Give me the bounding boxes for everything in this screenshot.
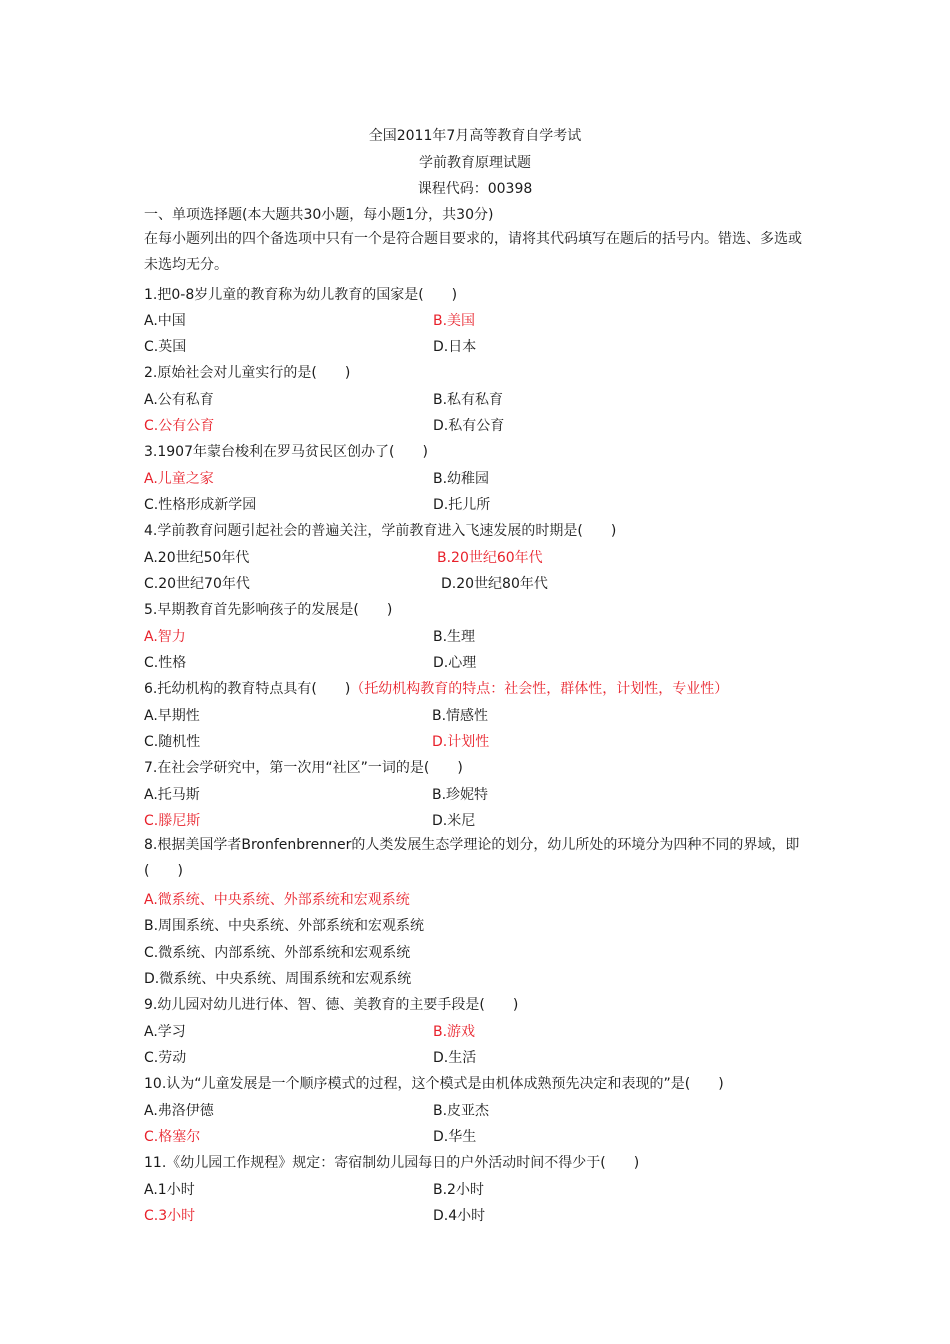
question-6-note: （托幼机构教育的特点：社会性，群体性，计划性，专业性） [350,681,729,697]
question-10-stem: 10.认为“儿童发展是一个顺序模式的过程，这个模式是由机体成熟预先决定和表现的”是( ) [144,1076,724,1092]
question-1-stem: 1.把0-8岁儿童的教育称为幼儿教育的国家是( ) [144,287,458,303]
question-5-stem: 5.早期教育首先影响孩子的发展是( ) [144,602,393,618]
q1-option-a: A.中国 [144,313,186,329]
q5-option-a: A.智力 [144,629,186,645]
q8-option-c: C.微系统、内部系统、外部系统和宏观系统 [144,945,411,961]
q6-option-d: D.计划性 [432,734,490,750]
course-code: 课程代码：00398 [417,181,533,197]
q2-option-a: A.公有私育 [144,392,214,408]
exam-title: 全国2011年7月高等教育自学考试 [368,128,582,144]
q10-option-d: D.华生 [433,1129,477,1145]
q5-option-d: D.心理 [433,655,477,671]
question-2-stem: 2.原始社会对儿童实行的是( ) [144,365,351,381]
q3-option-b: B.幼稚园 [433,471,490,487]
q6-option-a: A.早期性 [144,708,200,724]
q9-option-a: A.学习 [144,1024,186,1040]
q11-option-d: D.4小时 [433,1208,486,1224]
question-6 [144,678,728,698]
q8-option-d: D.微系统、中央系统、周围系统和宏观系统 [144,971,412,987]
section-instructions: 在每小题列出的四个备选项中只有一个是符合题目要求的，请将其代码填写在题后的括号内。错选、多选或未选均无分。 [144,231,802,273]
question-8-stem: 8.根据美国学者Bronfenbrenner的人类发展生态学理论的划分，幼儿所处的环境分为四种不同的界域，即( ) [144,837,800,879]
q1-option-d: D.日本 [433,339,477,355]
q7-option-b: B.珍妮特 [432,787,489,803]
q7-option-d: D.米尼 [432,813,476,829]
q7-option-a: A.托马斯 [144,787,200,803]
question-4-stem: 4.学前教育问题引起社会的普遍关注，学前教育进入飞速发展的时期是( ) [144,523,617,539]
q11-option-a: A.1小时 [144,1182,195,1198]
q3-option-a: A.儿童之家 [144,471,214,487]
q6-option-b: B.情感性 [432,708,489,724]
q11-option-c: C.3小时 [144,1208,196,1224]
q2-option-d: D.私有公育 [433,418,505,434]
section-heading: 一、单项选择题(本大题共30小题，每小题1分，共30分) [144,207,494,223]
q2-option-b: B.私有私育 [433,392,504,408]
q4-option-a: A.20世纪50年代 [144,550,250,566]
q11-option-b: B.2小时 [433,1182,484,1198]
q5-option-c: C.性格 [144,655,187,671]
q10-option-b: B.皮亚杰 [433,1103,490,1119]
q9-option-d: D.生活 [433,1050,477,1066]
q4-option-d: D.20世纪80年代 [441,576,548,592]
q4-option-c: C.20世纪70年代 [144,576,250,592]
question-9-stem: 9.幼儿园对幼儿进行体、智、德、美教育的主要手段是( ) [144,997,519,1013]
q8-option-a: A.微系统、中央系统、外部系统和宏观系统 [144,892,410,908]
q10-option-c: C.格塞尔 [144,1129,201,1145]
q10-option-a: A.弗洛伊德 [144,1103,214,1119]
question-6-stem: 6.托幼机构的教育特点具有( ) [144,681,351,697]
q4-option-b: B.20世纪60年代 [437,550,543,566]
q6-option-c: C.随机性 [144,734,201,750]
q1-option-c: C.英国 [144,339,187,355]
q9-option-c: C.劳动 [144,1050,187,1066]
q7-option-c: C.滕尼斯 [144,813,201,829]
q3-option-d: D.托儿所 [433,497,491,513]
question-3-stem: 3.1907年蒙台梭利在罗马贫民区创办了( ) [144,444,428,460]
exam-subject: 学前教育原理试题 [419,155,531,171]
q1-option-b: B.美国 [433,313,476,329]
q9-option-b: B.游戏 [433,1024,476,1040]
q8-option-b: B.周围系统、中央系统、外部系统和宏观系统 [144,918,425,934]
q3-option-c: C.性格形成新学园 [144,497,257,513]
question-11-stem: 11.《幼儿园工作规程》规定：寄宿制幼儿园每日的户外活动时间不得少于( ) [144,1155,640,1171]
q2-option-c: C.公有公育 [144,418,215,434]
question-7-stem: 7.在社会学研究中，第一次用“社区”一词的是( ) [144,760,463,776]
q5-option-b: B.生理 [433,629,476,645]
